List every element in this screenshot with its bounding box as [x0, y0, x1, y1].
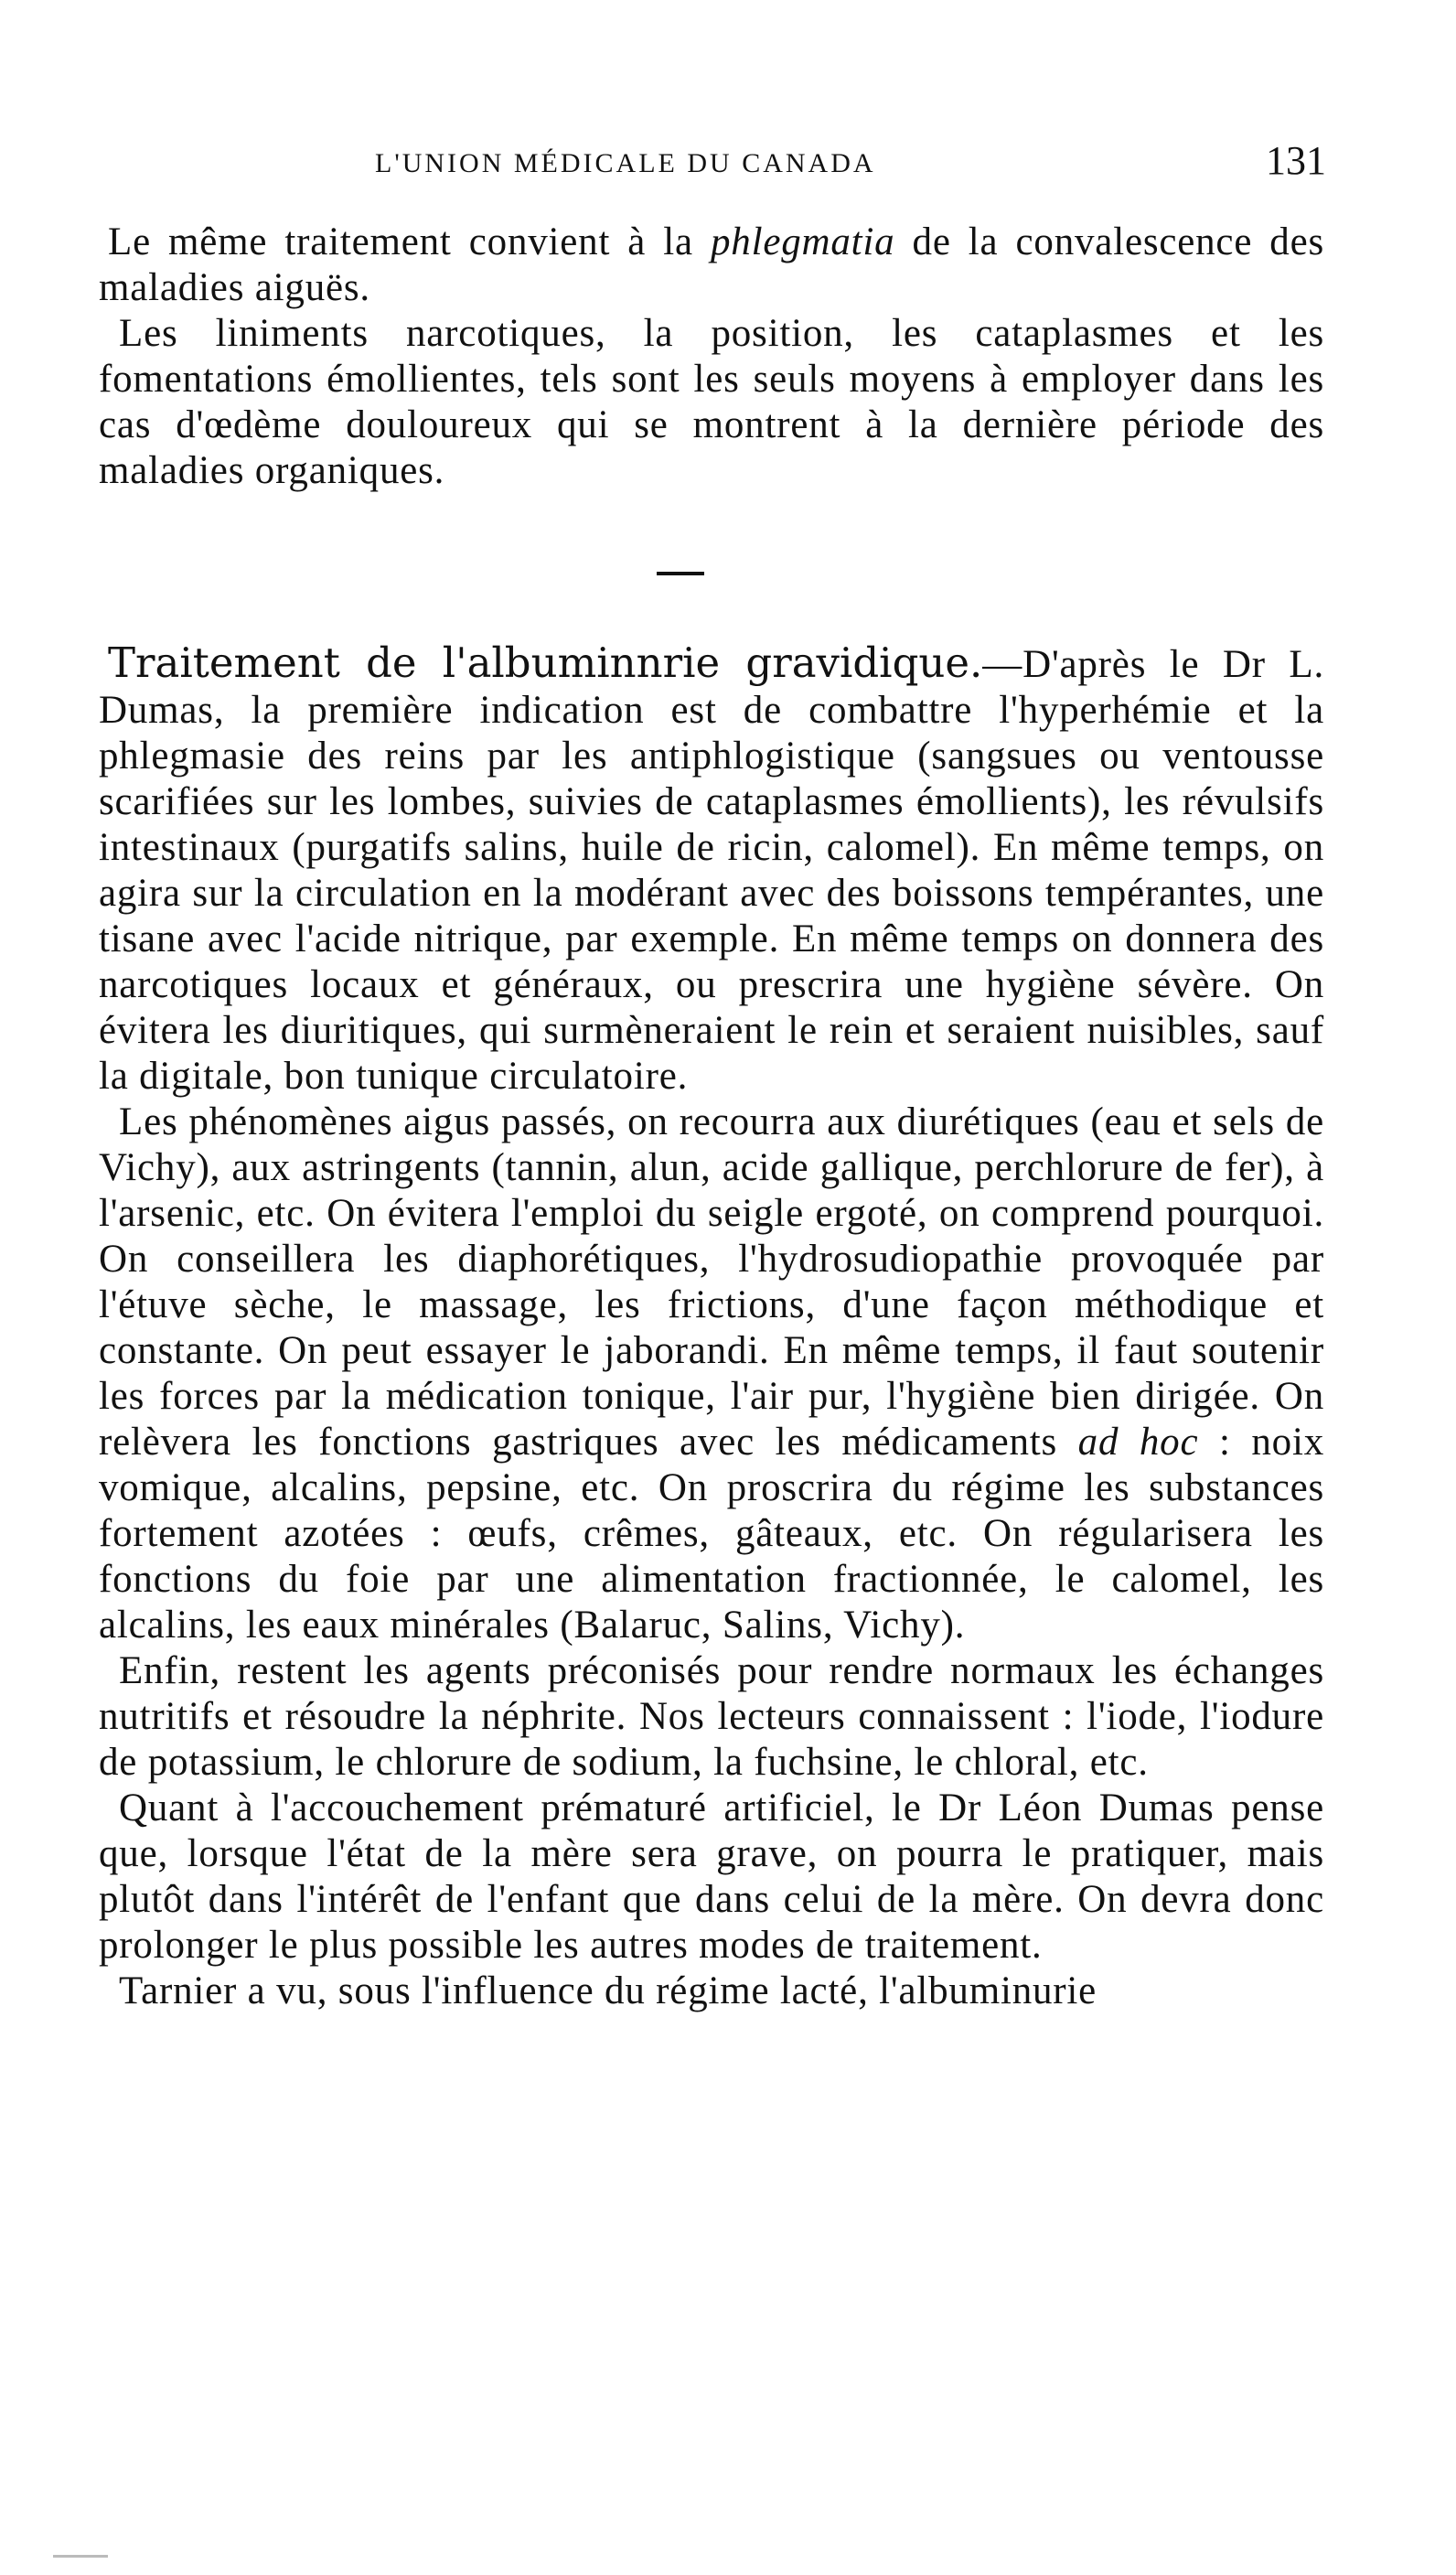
paragraph-tarnier: Tarnier a vu, sous l'influence du régime lacté, l'albuminurie — [119, 1969, 1097, 2012]
scan-mark — [53, 2555, 108, 2558]
top-text-block — [99, 220, 1324, 494]
journal-title: L'UNION MÉDICALE DU CANADA — [375, 148, 876, 178]
paragraph-enfin: Enfin, restent les agents préconisés pour rendre normaux les échanges nutritifs et résoudre la néphrite. Nos lecteurs connaissent : l'iode, l'iodure de potassium, le chlorure de sodium, la fuchsine, le chloral, etc. — [99, 1649, 1324, 1784]
paragraph-text: : noix vomique, alcalins, pepsine, etc. On proscrira du régime les substances fortement azotées : œufs, crêmes, gâteaux, etc. On régularisera les fonctions du foie par une alimentation fractionnée, le calomel, les alcalins, les eaux minérales (Balaruc, Salins, Vichy). — [99, 1421, 1324, 1647]
paragraph-text: Le même traitement convient à la — [108, 220, 711, 263]
paragraph-text: de la convalescence des maladies aiguës. — [99, 220, 1324, 309]
italic-term: phlegmatia — [710, 220, 895, 263]
article-heading: Traitement de l'albuminnrie gravidique. — [108, 638, 983, 687]
section-divider — [657, 572, 704, 575]
article-albuminurie — [99, 640, 1324, 2014]
italic-term: ad hoc — [1077, 1421, 1199, 1464]
article-lead-paragraph — [99, 640, 1324, 1100]
paragraph-phenomenes — [99, 1100, 1324, 1648]
running-head — [110, 137, 1326, 192]
paragraph-liniments: Les liniments narcotiques, la position, les cataplasmes et les fomentations émollientes, tels sont les seuls moyens à employer dans les cas d'œdème douloureux qui se montrent à la dernière période des maladies organiques. — [99, 312, 1324, 492]
paragraph-text: Les phénomènes aigus passés, on recourra aux diurétiques (eau et sels de Vichy), aux astringents (tannin, alun, acide gallique, perchlorure de fer), à l'arsenic, etc. On évitera l'emploi du seigle ergoté, on comprend pourquoi. On conseillera les diaphorétiques, l'hydrosudiopathie provoquée par l'étuve sèche, le massage, les frictions, d'une façon méthodique et constante. On peut essayer le jaborandi. En même temps, il faut soutenir les forces par la médication tonique, l'air pur, l'hygiène bien dirigée. On relèvera les fonctions gastriques avec les médicaments — [99, 1100, 1324, 1464]
paragraph-text: —D'après le Dr L. Dumas, la première indication est de combattre l'hyperhémie et la phlegmasie des reins par les antiphlogistique (sangsues ou ventousse scarifiées sur les lombes, suivies de cataplasmes émollients), les révulsifs intestinaux (purgatifs salins, huile de ricin, calomel). En même temps, on agira sur la circulation en la modérant avec des boissons tempérantes, une tisane avec l'acide nitrique, par exemple. En même temps on donnera des narcotiques locaux et généraux, ou prescrira une hygiène sévère. On évitera les diuritiques, qui surmèneraient le rein et seraient nuisibles, sauf la digitale, bon tunique circulatoire. — [99, 643, 1324, 1098]
page-number: 131 — [1266, 138, 1326, 183]
paragraph-accouchement: Quant à l'accouchement prématuré artificiel, le Dr Léon Dumas pense que, lorsque l'état de la mère sera grave, on pourra le pratiquer, mais plutôt dans l'intérêt de l'enfant que dans celui de la mère. On devra donc prolonger le plus possible les autres modes de traitement. — [99, 1786, 1324, 1967]
paragraph-phlegmatia — [99, 220, 1324, 311]
